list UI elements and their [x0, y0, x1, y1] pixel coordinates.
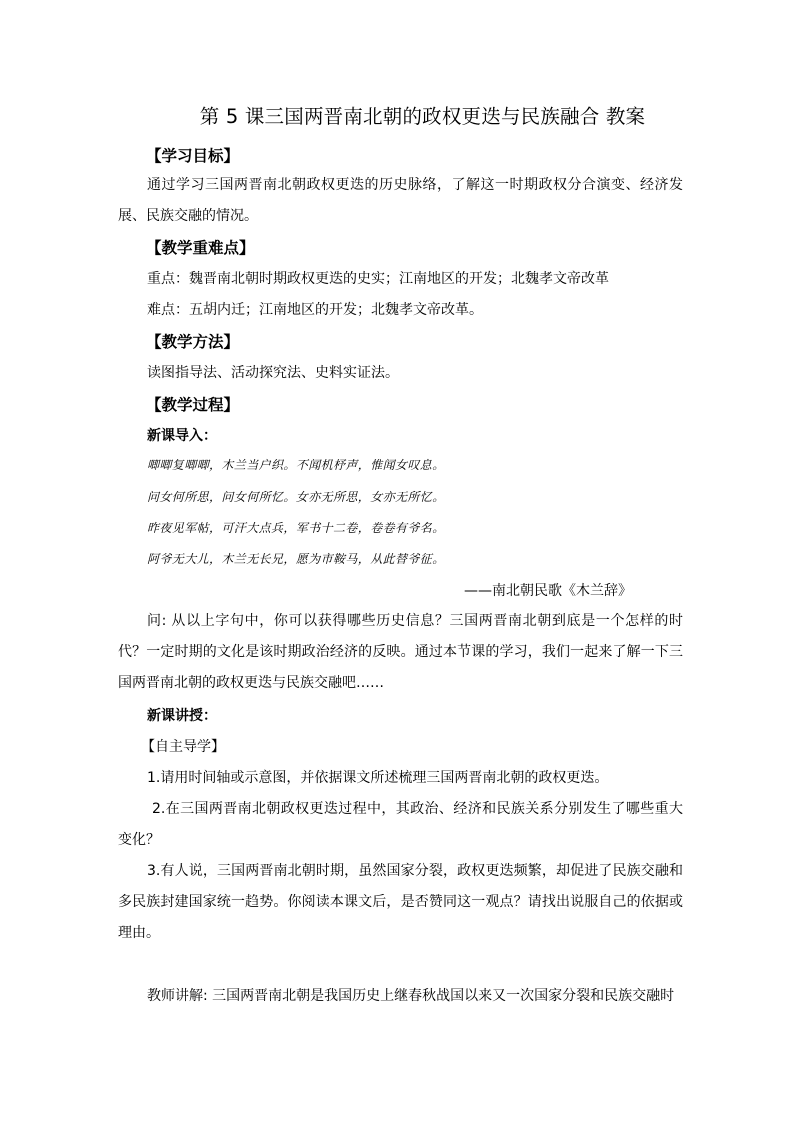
poem-line: 问女何所思，问女何所忆。女亦无所思，女亦无所忆。	[147, 490, 445, 504]
difficult-points-line: 难点：五胡内迁；江南地区的开发；北魏孝文帝改革。	[147, 302, 483, 318]
methods-line: 读图指导法、活动探究法、史料实证法。	[147, 365, 399, 381]
document-title: 第 5 课三国两晋南北朝的政权更迭与民族融合 教案	[199, 105, 646, 128]
intro-label: 新课导入：	[147, 428, 217, 444]
key-points-line: 重点：魏晋南北朝时期政权更迭的史实；江南地区的开发；北魏孝文帝改革	[147, 271, 609, 287]
poem-line: 阿爷无大儿，木兰无长兄，愿为市鞍马，从此替爷征。	[147, 552, 445, 566]
teacher-explanation: 教师讲解: 三国两晋南北朝是我国历史上继春秋战国以来又一次国家分裂和民族交融时	[147, 988, 675, 1004]
question-paragraph: 问: 从以上字句中，你可以获得哪些历史信息？三国两晋南北朝到底是一个怎样的时代？一定时期的文化是该时期政治经济的反映。通过本节课的学习，我们一起来了解一下三国两晋南北朝的政权更迭与民族交融吧……	[118, 613, 683, 691]
methods-heading: 【教学方法】	[146, 333, 240, 351]
poem-line: 昨夜见军帖，可汗大点兵，军书十二卷，卷卷有爷名。	[147, 521, 445, 535]
objectives-paragraph: 通过学习三国两晋南北朝政权更迭的历史脉络，了解这一时期政权分合演变、经济发展、民族交融的情况。	[118, 177, 683, 224]
poem-line: 唧唧复唧唧，木兰当户织。不闻机杼声，惟闻女叹息。	[147, 458, 445, 472]
self-study-label: 【自主导学】	[141, 739, 225, 755]
process-heading: 【教学过程】	[146, 396, 240, 414]
question-2: 2.在三国两晋南北朝政权更迭过程中，其政治、经济和民族关系分别发生了哪些重大变化？	[118, 801, 683, 848]
key-points-heading: 【教学重难点】	[146, 239, 255, 257]
lecture-label: 新课讲授：	[147, 708, 217, 724]
objectives-heading: 【学习目标】	[146, 147, 240, 165]
question-3: 3.有人说，三国两晋南北朝时期，虽然国家分裂，政权更迭频繁，却促进了民族交融和多民族封建国家统一趋势。你阅读本课文后，是否赞同这一观点？请找出说服自己的依据或理由。	[118, 863, 683, 941]
poem-source: ——南北朝民歌《木兰辞》	[464, 583, 632, 599]
question-1: 1.请用时间轴或示意图，并依据课文所述梳理三国两晋南北朝的政权更迭。	[147, 770, 609, 786]
